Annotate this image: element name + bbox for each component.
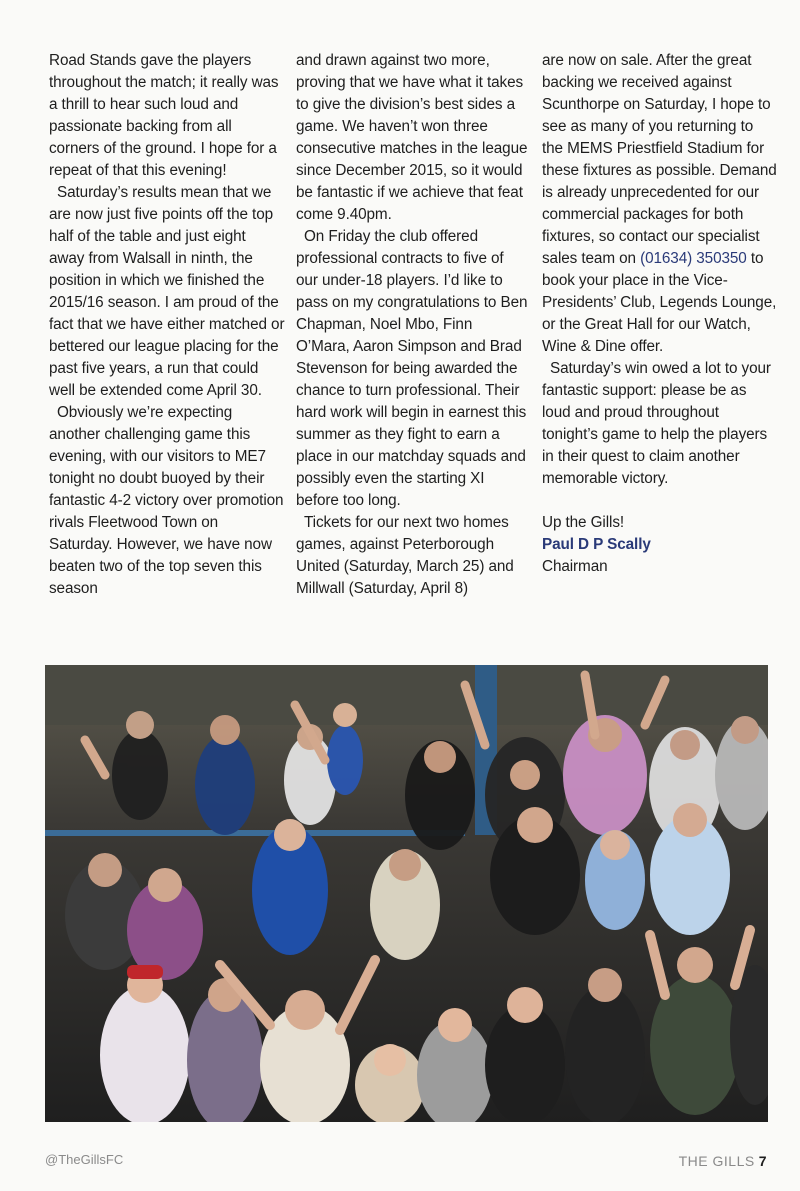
social-handle: @TheGillsFC — [45, 1152, 124, 1167]
paragraph: On Friday the club offered professional contracts to five of our under-18 players. I’d like to pass on my congratulations to Ben Chapman, Noel Mbo, Finn O’Mara, Aaron Simpson and Brad Stevenson for being awarded the chance to turn professional. Their hard work will begin in earnest this summer as they fight to earn a place in our matchday squads and possibly even the starting XI before too long. — [296, 228, 528, 509]
paragraph: Saturday’s results mean that we are now just five points off the top half of the table and just eight away from Walsall in ninth, the position in which we finished the 2015/16 season. I am proud of the fact that we have either matched or bettered our league placing for the past five years, a run that could well be extended come April 30. — [49, 184, 285, 399]
phone-number: (01634) 350350 — [640, 250, 747, 267]
magazine-name: THE GILLS — [678, 1153, 755, 1169]
paragraph: Tickets for our next two homes games, against Peterborough United (Saturday, March 25) and Millwall (Saturday, April 8) — [296, 514, 514, 597]
article-column-1 — [49, 50, 285, 600]
crowd-photo-icon — [45, 665, 768, 1122]
paragraph-text: to book your place in the Vice-Presidents’ Club, Legends Lounge, or the Great Hall for our Watch, Wine & Dine offer. — [542, 250, 777, 355]
crowd-photo — [45, 665, 768, 1122]
article-column-3 — [542, 50, 778, 578]
signature-name: Paul D P Scally — [542, 536, 651, 553]
page-number: 7 — [758, 1153, 767, 1169]
paragraph-text: are now on sale. After the great backing we received against Scunthorpe on Saturday, I hope to see as many of you returning to the MEMS Priestfield Stadium for these fixtures as possible. Demand is already unprecedented for our commercial packages for both fixtures, so contact our specialist sales team on — [542, 52, 777, 267]
article-column-2 — [296, 50, 528, 600]
signature-block — [542, 512, 778, 578]
paragraph — [542, 50, 778, 358]
paragraph: Obviously we’re expecting another challenging game this evening, with our visitors to ME7 tonight no doubt buoyed by their fantastic 4-2 victory over promotion rivals Fleetwood Town on Saturday. However, we have now beaten two of the top seven this season — [49, 404, 284, 597]
page-footer — [679, 1153, 767, 1169]
paragraph: Saturday’s win owed a lot to your fantastic support: please be as loud and proud throughout tonight’s game to help the players in their quest to claim another memorable victory. — [542, 360, 771, 487]
signature-title: Chairman — [542, 558, 608, 575]
signoff: Up the Gills! — [542, 514, 625, 531]
paragraph: Road Stands gave the players throughout the match; it really was a thrill to hear such loud and passionate backing from all corners of the ground. I hope for a repeat of that this evening! — [49, 52, 279, 179]
paragraph: and drawn against two more, proving that we have what it takes to give the division’s best sides a game. We haven’t won three consecutive matches in the league since December 2015, so it would be fantastic if we achieve that feat come 9.40pm. — [296, 52, 528, 223]
